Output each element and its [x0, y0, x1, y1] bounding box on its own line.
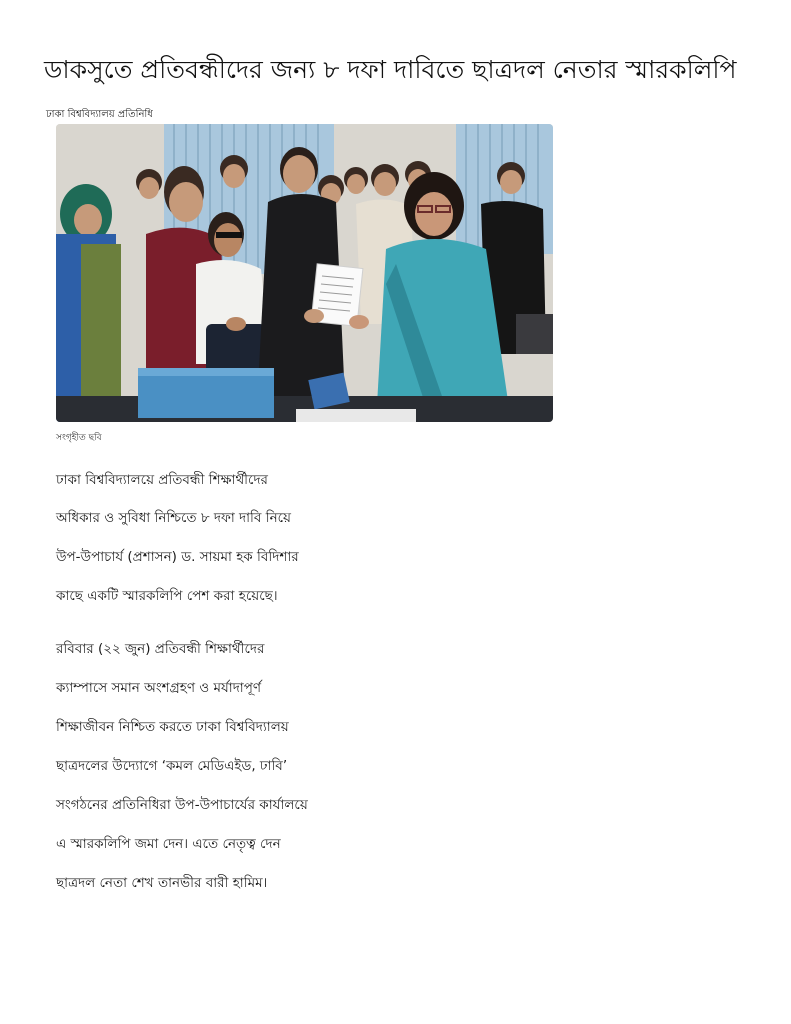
article-photo	[56, 124, 553, 422]
paragraph-2-line-3: শিক্ষাজীবন নিশ্চিত করতে ঢাকা বিশ্ববিদ্যালয়	[56, 719, 289, 735]
photo-illustration	[56, 124, 553, 422]
article-headline: ডাকসুতে প্রতিবন্ধীদের জন্য ৮ দফা দাবিতে ছাত্রদল নেতার স্মারকলিপি	[44, 55, 737, 84]
paragraph-2-line-7: ছাত্রদল নেতা শেখ তানভীর বারী হামিম।	[56, 875, 268, 891]
paragraph-1-line-1: ঢাকা বিশ্ববিদ্যালয়ে প্রতিবন্ধী শিক্ষার্থীদের	[56, 472, 268, 488]
article-byline: ঢাকা বিশ্ববিদ্যালয় প্রতিনিধি	[46, 109, 153, 120]
paragraph-2-line-6: এ স্মারকলিপি জমা দেন। এতে নেতৃত্ব দেন	[56, 836, 281, 852]
paragraph-2-line-4: ছাত্রদলের উদ্যোগে ‘কমল মেডিএইড, ঢাবি’	[56, 758, 288, 774]
paragraph-1-line-4: কাছে একটি স্মারকলিপি পেশ করা হয়েছে।	[56, 588, 278, 604]
paragraph-2-line-5: সংগঠনের প্রতিনিধিরা উপ-উপাচার্যের কার্যালয়ে	[56, 797, 308, 813]
paragraph-2-line-1: রবিবার (২২ জুন) প্রতিবন্ধী শিক্ষার্থীদের	[56, 641, 265, 657]
paragraph-2-line-2: ক্যাম্পাসে সমান অংশগ্রহণ ও মর্যাদাপূর্ণ	[56, 680, 262, 696]
paragraph-1-line-2: অধিকার ও সুবিধা নিশ্চিতে ৮ দফা দাবি নিয়ে	[56, 510, 292, 526]
paragraph-1-line-3: উপ-উপাচার্য (প্রশাসন) ড. সায়মা হক বিদিশার	[56, 549, 299, 565]
photo-caption: সংগৃহীত ছবি	[56, 433, 102, 443]
